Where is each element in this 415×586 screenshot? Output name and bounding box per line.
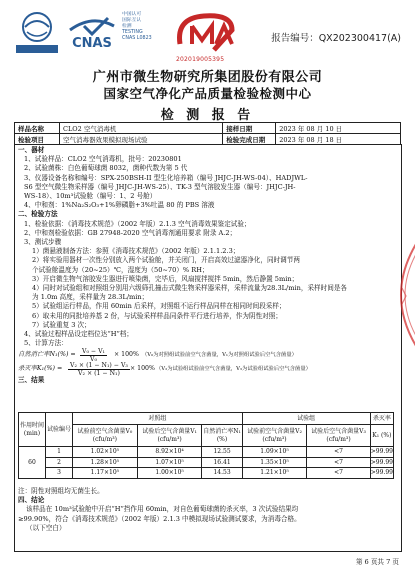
v3-cell: <7 bbox=[307, 447, 370, 458]
cnas-logo bbox=[64, 12, 120, 52]
complete-date-value: 2023 年 08 月 18 日 bbox=[276, 134, 401, 145]
k-cell: >99.99 bbox=[370, 448, 393, 456]
v1-cell: 8.92×10⁴ bbox=[137, 447, 202, 458]
formula-kill-rate-label: 杀灭率K₁(%) = bbox=[18, 365, 63, 373]
n1-cell: 16.41 bbox=[202, 457, 242, 468]
sample-name-label: 样品名称 bbox=[15, 123, 60, 134]
conclusion-heading: 四、结论 bbox=[18, 496, 45, 505]
v1-cell: 1.00×10⁵ bbox=[137, 468, 202, 479]
v3-cell: <7 bbox=[307, 457, 370, 468]
report-title: 检 测 报 告 bbox=[160, 108, 255, 123]
table-row bbox=[19, 468, 394, 479]
time-cell: 60 bbox=[19, 447, 46, 479]
formula-natural-decay-fraction bbox=[80, 348, 107, 363]
svg-text:CNAS: CNAS bbox=[72, 36, 112, 51]
body-line: 1）菌悬液制备方法：参照《消毒技术规范》（2002 年版）2.1.1.2.3； bbox=[32, 247, 240, 256]
section-heading: 二、检验方法 bbox=[18, 210, 58, 219]
formula-denominator: V₀ bbox=[90, 356, 97, 364]
body-line: 3、仪器设备名称和编号：SPX-250BSH-II 型生化培养箱（编号 JHJC-JH-WS-04）、HADJWL- bbox=[24, 173, 308, 182]
report-number: 报告编号：QX202300417(A) bbox=[271, 33, 401, 44]
body-line: 1、试验样品：CLO2 空气消毒机，批号：20230801 bbox=[24, 155, 182, 164]
n1-cell: 14.53 bbox=[202, 468, 242, 479]
body-line: 为 1.0m 高度，采样量为 28.3L/min； bbox=[32, 293, 149, 302]
body-line: 4、中和剂：1%Na₂S₂O₃+1%卵磷脂+3%吐温 80 的 PBS 溶液 bbox=[24, 201, 215, 210]
body-line: 1、检验依据：《消毒技术规范》（2002 年版）2.1.3 空气消毒效果鉴定试验； bbox=[24, 219, 251, 228]
test-item-value: 空气消毒器效果模拟现场试验 bbox=[60, 134, 223, 145]
body-line: 3）开启微生物气溶胶发生器进行喷染菌，完毕后，风扇搅拌搅拌 5min，然后静置 5min； bbox=[32, 274, 299, 283]
formula-multiplier: × 100% bbox=[114, 351, 139, 359]
formula-natural-decay-note: （V₀为对照组试验前空气含菌量，V₁为对照组试验后空气含菌量） bbox=[142, 352, 297, 359]
conclusion-text: ≥99.90%，符合《消毒技术规范》（2002 年版）2.1.3 中模拟现场试验测试要求，为消毒合格。 bbox=[18, 514, 301, 523]
organization-name: 广州市微生物研究所集团股份有限公司 bbox=[92, 70, 323, 85]
col-v0-header: 试验前空气含菌量V₀ (cfu/m³) bbox=[73, 425, 138, 447]
official-seal-stamp bbox=[380, 240, 415, 350]
v3-cell: <7 bbox=[307, 468, 370, 479]
v2-cell: 1.21×10⁵ bbox=[242, 468, 307, 479]
table-row bbox=[19, 457, 394, 468]
col-time-header: 作用时间 (min) bbox=[19, 413, 46, 447]
v0-cell: 1.17×10⁵ bbox=[73, 468, 138, 479]
formula-numerator: V₂ × (1 − N₁) − V₃ bbox=[70, 362, 128, 370]
body-line: WS-18）、10m³试验舱（编号：1、2 号舱） bbox=[24, 192, 157, 201]
v2-cell: 1.35×10⁵ bbox=[242, 457, 307, 468]
body-line: 7）试验重复 3 次； bbox=[32, 320, 91, 329]
report-body bbox=[18, 146, 398, 386]
col-v3-header: 试验后空气含菌量V₃ (cfu/m³) bbox=[307, 425, 370, 447]
cma-logo bbox=[174, 10, 238, 56]
body-line: 4）同时对试验组和对照组分别用六级筛孔撞击式微生物采样器采样，采样流量为28.3L/min，采样时间是各 bbox=[32, 284, 348, 293]
cnas-caption: 中国认可 国际互认 检测 TESTING CNAS L0823 bbox=[122, 12, 152, 41]
v2-cell: 1.09×10⁵ bbox=[242, 447, 307, 458]
formula-natural-decay-label: 自然消亡率N₁(%) = bbox=[18, 351, 76, 359]
formula-numerator: V₀ − V₁ bbox=[82, 348, 106, 356]
body-line: 个试验舱温度为（20~25）℃，湿度为（50~70）% RH； bbox=[32, 265, 209, 274]
complete-date-label: 检验完成日期 bbox=[223, 134, 276, 145]
col-v1-header: 试验后空气含菌量V₁ (cfu/m³) bbox=[137, 425, 202, 447]
n1-cell: 12.55 bbox=[202, 447, 242, 458]
v0-cell: 1.02×10⁵ bbox=[73, 447, 138, 458]
ilac-mra-logo bbox=[14, 10, 60, 54]
body-line: 5、计算方法： bbox=[24, 339, 68, 348]
no-cell: 2 bbox=[46, 457, 73, 468]
col-k-header: K₁ (%) bbox=[370, 425, 393, 447]
body-line: 2）将实验用器材一次性分别放入两个试验舱，并关闭门，开启高效过滤器净化，同时调节两 bbox=[32, 256, 300, 265]
kill-rate-header: 杀灭率 bbox=[370, 413, 393, 425]
center-name: 国家空气净化产品质量检验检测中心 bbox=[103, 86, 312, 101]
v0-cell: 1.28×10⁵ bbox=[73, 457, 138, 468]
results-heading: 三、结果 bbox=[18, 376, 45, 385]
v1-cell: 1.07×10⁵ bbox=[137, 457, 202, 468]
control-group-header: 对照组 bbox=[73, 413, 243, 425]
no-cell: 3 bbox=[46, 468, 73, 479]
body-line: S6 型空气微生物采样器（编号 JHJC-JH-WS-25）、TK-3 型气溶胶发生器（编号：JHJC-JH- bbox=[24, 182, 296, 191]
blank-below-note: （以下空白） bbox=[26, 523, 66, 532]
certification-logos bbox=[14, 10, 264, 63]
formula-kill-rate-fraction bbox=[68, 362, 130, 377]
body-line: 2、中和剂检验依据：GB 27948-2020 空气消毒剂通用要求 附录 A.2； bbox=[24, 228, 237, 237]
col-v2-header: 试验前空气含菌量V₂ (cfu/m³) bbox=[242, 425, 307, 447]
body-line: 5）试验组运行样品，作用 60min 后采样，对照组不运行样品同样在相同时间段采样； bbox=[32, 302, 286, 311]
test-item-label: 检验项目 bbox=[15, 134, 60, 145]
test-group-header: 试验组 bbox=[242, 413, 370, 425]
body-line: 2、试验菌株：白色葡萄球菌 8032，菌种代数为第 5 代 bbox=[24, 164, 188, 173]
receive-date-value: 2023 年 08 月 10 日 bbox=[276, 123, 401, 134]
k-cell: >99.99 bbox=[370, 469, 393, 477]
sample-name-value: CLO2 空气消毒机 bbox=[60, 123, 223, 134]
page-number: 第 6 页共 7 页 bbox=[355, 558, 399, 566]
method-section bbox=[18, 146, 398, 348]
sample-info-table bbox=[14, 122, 401, 145]
section-heading: 一、器材 bbox=[18, 146, 45, 154]
k-cell: >99.99 bbox=[370, 458, 393, 466]
formula-kill-rate bbox=[18, 362, 398, 376]
body-line: 6）取未用的同批培养基 2 份，与试验采样样品同条件平行进行培养，作为阴性对照； bbox=[32, 311, 282, 320]
conclusion-text: 该样品在 10m³试验舱中开启“H”挡作用 60min，对自色葡萄球菌的杀灭率，3 次试验结果均 bbox=[26, 505, 299, 514]
col-no-header: 试验编号 bbox=[46, 413, 73, 447]
formula-kill-rate-note: （V₂为试验组试验前空气含菌量，V₃为试验组试验后空气含菌量） bbox=[156, 366, 311, 373]
formula-natural-decay bbox=[18, 348, 398, 362]
body-line: 4、试验过程样品设定档位达“H”档； bbox=[24, 330, 133, 339]
col-n1-header: 自然消亡率N₁ (%) bbox=[202, 425, 242, 447]
table-row bbox=[19, 447, 394, 458]
cma-cert-number: 202019005395 bbox=[176, 56, 225, 63]
no-cell: 1 bbox=[46, 447, 73, 458]
formula-multiplier: × 100% bbox=[130, 365, 155, 373]
formula-denominator: V₂ × (1 − N₁) bbox=[78, 370, 120, 378]
body-line: 3、测试步骤 bbox=[24, 238, 62, 247]
conclusion-section bbox=[18, 487, 398, 533]
negative-control-note: 注：阴性对照组均无菌生长。 bbox=[18, 487, 104, 495]
results-table bbox=[18, 412, 394, 479]
receive-date-label: 接样日期 bbox=[223, 123, 276, 134]
